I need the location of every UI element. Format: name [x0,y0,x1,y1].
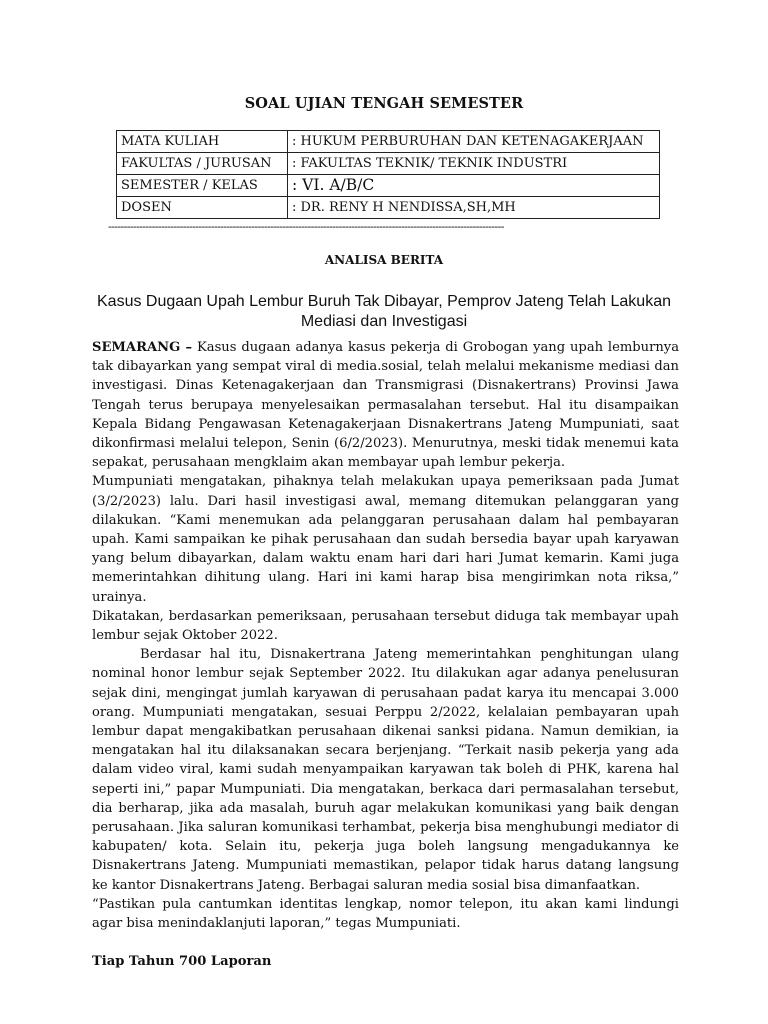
dateline: SEMARANG – [92,340,193,355]
info-label-faculty: FAKULTAS / JURUSAN [117,153,288,175]
info-row-semester [117,175,660,197]
article-headline: Kasus Dugaan Upah Lembur Buruh Tak Dibayar, Pemprov Jateng Telah Lakukan Mediasi dan Investigasi [97,293,671,330]
spacer [92,933,679,952]
paragraph-1 [92,338,679,472]
info-value-faculty: : FAKULTAS TEKNIK/ TEKNIK INDUSTRI [288,153,660,175]
article-body [92,338,679,972]
dashed-separator: ------------------------------------------------------------------------------------------------------------------------------- [108,220,504,233]
section-title: ANALISA BERITA [324,253,444,267]
info-row-course [117,131,660,153]
subheading: Tiap Tahun 700 Laporan [92,954,272,970]
info-label-lecturer: DOSEN [117,197,288,219]
info-row-faculty [117,153,660,175]
info-label-course: MATA KULIAH [117,131,288,153]
info-value-course: : HUKUM PERBURUHAN DAN KETENAGAKERJAAN [288,131,660,153]
paragraph-2: Mumpuniati mengatakan, pihaknya telah melakukan upaya pemeriksaan pada Jumat (3/2/2023) lalu. Dari hasil investigasi awal, memang ditemukan pelanggaran yang dilakukan. “Kami menemukan ada pelanggaran perusahaan dalam hal pembayaran upah. Kami sampaikan ke pihak perusahaan dan sudah bersedia bayar upah karyawan yang belum dibayarkan, dalam waktu enam hari dari hari Jumat kemarin. Kami juga memerintahkan dihitung ulang. Hari ini kami harap bisa mengirimkan nota riksa,” urainya. [92,474,679,605]
info-row-lecturer [117,197,660,219]
paragraph-4: Berdasar hal itu, Disnakertrana Jateng memerintahkan penghitungan ulang nominal honor lembur sejak September 2022. Itu dilakukan agar adanya penelusuran sejak dini, mengingat jumlah karyawan di perusahaan padat karya itu mencapai 3.000 orang. Mumpuniati mengatakan, sesuai Perppu 2/2022, kelalaian pembayaran upah lembur dapat mengakibatkan perusahaan dikenai sanksi pidana. Namun demikian, ia mengatakan hal itu dilaksanakan secara berjenjang. “Terkait nasib pekerja yang ada dalam video viral, kami sudah menyampaikan karyawan tak boleh di PHK, karena hal seperti ini,” papar Mumpuniati. Dia mengatakan, berkaca dari permasalahan tersebut, dia berharap, jika ada masalah, buruh agar melakukan komunikasi yang baik dengan perusahaan. Jika saluran komunikasi terhambat, pekerja bisa menghubungi mediator di kabupaten/ kota. Selain itu, pekerja juga boleh langsung mengadukannya ke Disnakertrans Jateng. Mumpuniati memastikan, pelapor tidak harus datang langsung ke kantor Disnakertrans Jateng. Berbagai saluran media sosial bisa dimanfaatkan. [92,647,679,893]
paragraph-1-text: Kasus dugaan adanya kasus pekerja di Grobogan yang upah lemburnya tak dibayarkan yang sempat viral di media.sosial, telah melalui mekanisme mediasi dan investigasi. Dinas Ketenagakerjaan dan Transmigrasi (Disnakertrans) Provinsi Jawa Tengah terus berupaya menyelesaikan permasalahan tersebut. Hal itu disampaikan Kepala Bidang Pengawasan Ketenagakerjaan Disnakertrans Jateng Mumpuniati, saat dikonfirmasi melalui telepon, Senin (6/2/2023). Menurutnya, meski tidak menemui kata sepakat, perusahaan mengklaim akan membayar upah lembur pekerja. [92,340,679,471]
course-info-table [116,130,660,219]
info-value-lecturer: : DR. RENY H NENDISSA,SH,MH [288,197,660,219]
info-label-semester: SEMESTER / KELAS [117,175,288,197]
page-title: SOAL UJIAN TENGAH SEMESTER [244,95,524,112]
info-value-semester: : VI. A/B/C [288,175,660,197]
paragraph-3: Dikatakan, berdasarkan pemeriksaan, perusahaan tersebut diduga tak membayar upah lembur sejak Oktober 2022. [92,608,679,644]
paragraph-5: “Pastikan pula cantumkan identitas lengkap, nomor telepon, itu akan kami lindungi agar bisa menindaklanjuti laporan,” tegas Mumpuniati. [92,896,679,932]
